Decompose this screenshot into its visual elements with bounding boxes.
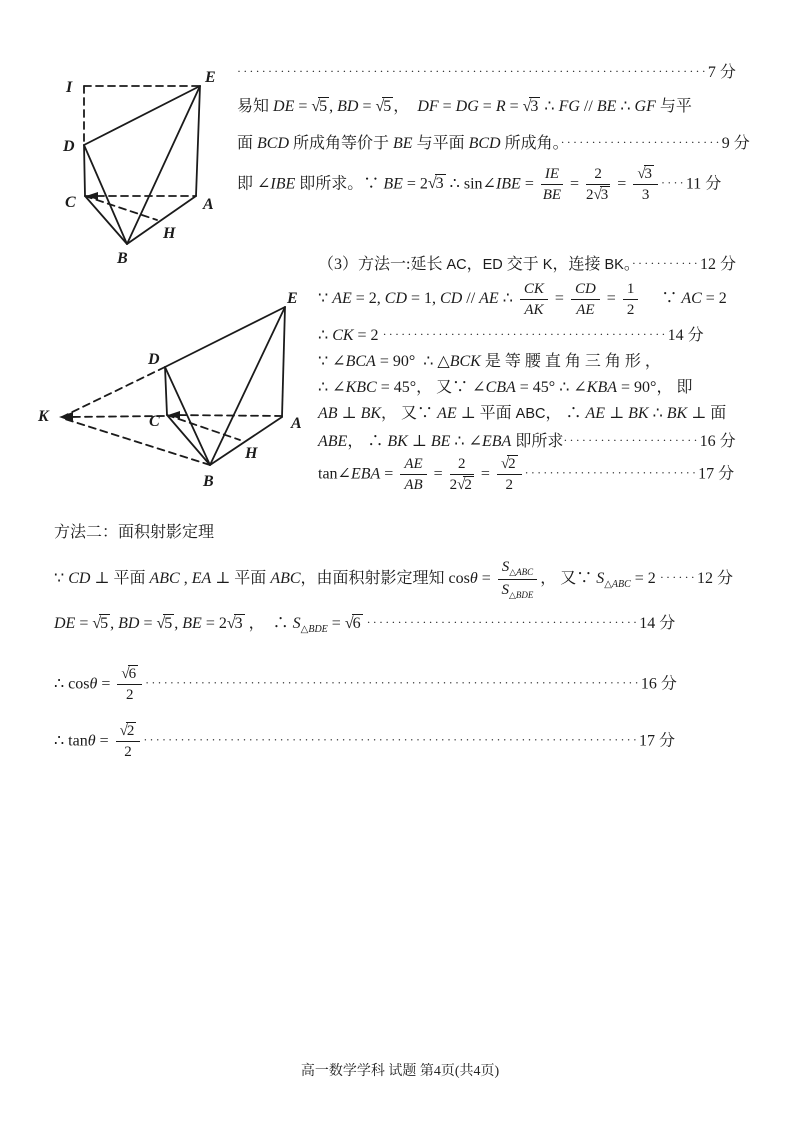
vertex-label-c: C	[65, 194, 76, 211]
line-mian-bcd: 面 BCD 所成角等价于 BE 与平面 BCD 所成角。··························9 分	[237, 135, 750, 152]
vertex-label-a: A	[203, 196, 214, 213]
arrow-at-k-icon	[59, 412, 73, 422]
vertex-label-b: B	[117, 250, 128, 267]
vertex-label-e: E	[287, 290, 298, 307]
vertex-label-k: K	[38, 408, 49, 425]
figure2-solid-edges	[165, 307, 285, 465]
solution-part3-method1	[318, 250, 776, 494]
figure1-solid-edges	[84, 86, 200, 244]
figure-solid-2	[30, 288, 310, 496]
line-yizhi-de-bd: 易知 DE = √5 , BD = √5 ， DF = DG = R = √3 ∴ FG // BE ∴ GF 与平	[237, 98, 692, 115]
line-cd-perp-cos: ∵ CD ⊥ 平面 ABC , EA ⊥ 平面 ABC，由面积射影定理知 cosθ = $\frac{S_{\triangle ABC}}{S_{\triangle BDE}}$ ， 又∵ $S_{\triangle ABC} = 2 \cdot\cdot\cdot\cdot\cdot\cdot 12$ 分	[54, 559, 734, 600]
vertex-label-h: H	[245, 445, 258, 462]
line-kbc-45: ∴ ∠KBC = 45°， 又∵ ∠CBA = 45° ∴ ∠KBA = 90°， 即	[318, 379, 693, 396]
line-method2-title: 方法二：面积射影定理	[54, 524, 215, 541]
vertex-label-e: E	[205, 69, 216, 86]
dots-line-7pts: ············································································7 分	[237, 64, 736, 81]
line-bca-90: ∵ ∠BCA = 90° ∴ △BCK 是 等 腰 直 角 三 角 形 ，	[318, 353, 661, 370]
line-ck-equals-2: ∴ CK = 2 ··············································14 分	[318, 327, 704, 344]
vertex-label-d: D	[63, 138, 75, 155]
line-cos-theta: ∴ cosθ = $\frac{√6}{2}$ ················································································16 分	[54, 665, 677, 703]
line-tan-eba: tan∠EBA = $\frac{AE}{AB}$ = $\frac{2}{2√2}$ = $\frac{√2}{2}$ ····························17 分	[318, 456, 735, 494]
vertex-label-c: C	[149, 413, 160, 430]
solution-part2-text	[237, 60, 767, 204]
line-ab-perp-bk: AB ⊥ BK， 又∵ AE ⊥ 平面 ABC， ∴ AE ⊥ BK ∴ BK ⊥ 面	[318, 405, 727, 422]
solution-method2	[54, 520, 769, 761]
vertex-label-i: I	[66, 79, 73, 96]
line-de-bd-be-area: DE = √5 , BD = √5 , BE = 2√3 ， ∴ $S_{\triangle BDE} = √6 \cdot\cdot\cdot\cdot\cdot\cdot\cdot\cdot\cdot\cdot\cdot\cdot\cdot\cdot\cdot\cdot\cdot\cdot\cdot\cdot\cdot\cdot\cdot\cdot\cdot\cdot\cdot\cdot\cdot\cdot\cdot\cdot\cdot\cdot\cdot\cdot\cdot\cdot\cdot\cdot\cdot\cdot\cdot\cdot 14$ 分	[54, 614, 676, 635]
line-method1-extend: （3）方法一:延长 AC，ED 交于 K，连接 BK。···········12 分	[318, 256, 737, 273]
vertex-label-h: H	[163, 225, 176, 242]
vertex-label-b: B	[203, 473, 214, 490]
page-footer: 高一数学学科 试题 第4页(共4页)	[300, 1064, 500, 1079]
line-ae2-cd1: ∵ AE = 2, CD = 1, CD // AE ∴ $\frac{CK}{AK}$ = $\frac{CD}{AE}$ = $\frac{1}{2}$ ∵ AC = 2	[318, 281, 727, 318]
vertex-label-a: A	[291, 415, 302, 432]
vertex-label-d: D	[148, 351, 160, 368]
figure2-vertex-labels	[37, 290, 302, 490]
line-abe-bk-be: ABE， ∴ BK ⊥ BE ∴ ∠EBA 即所求······················16 分	[318, 433, 736, 450]
line-sin-ibe: 即 ∠IBE 即所求。∵ BE = 2√3 ∴ sin∠IBE = $\frac{IE}{BE}$ = $\frac{2}{2√3}$ = $\frac{√3}{3}$ ····11 分	[237, 166, 722, 204]
figure-solid-1	[50, 60, 230, 280]
line-tan-theta: ∴ tanθ = $\frac{√2}{2}$ ················································································17 分	[54, 722, 676, 761]
figure1-dashed-edges	[84, 86, 200, 220]
